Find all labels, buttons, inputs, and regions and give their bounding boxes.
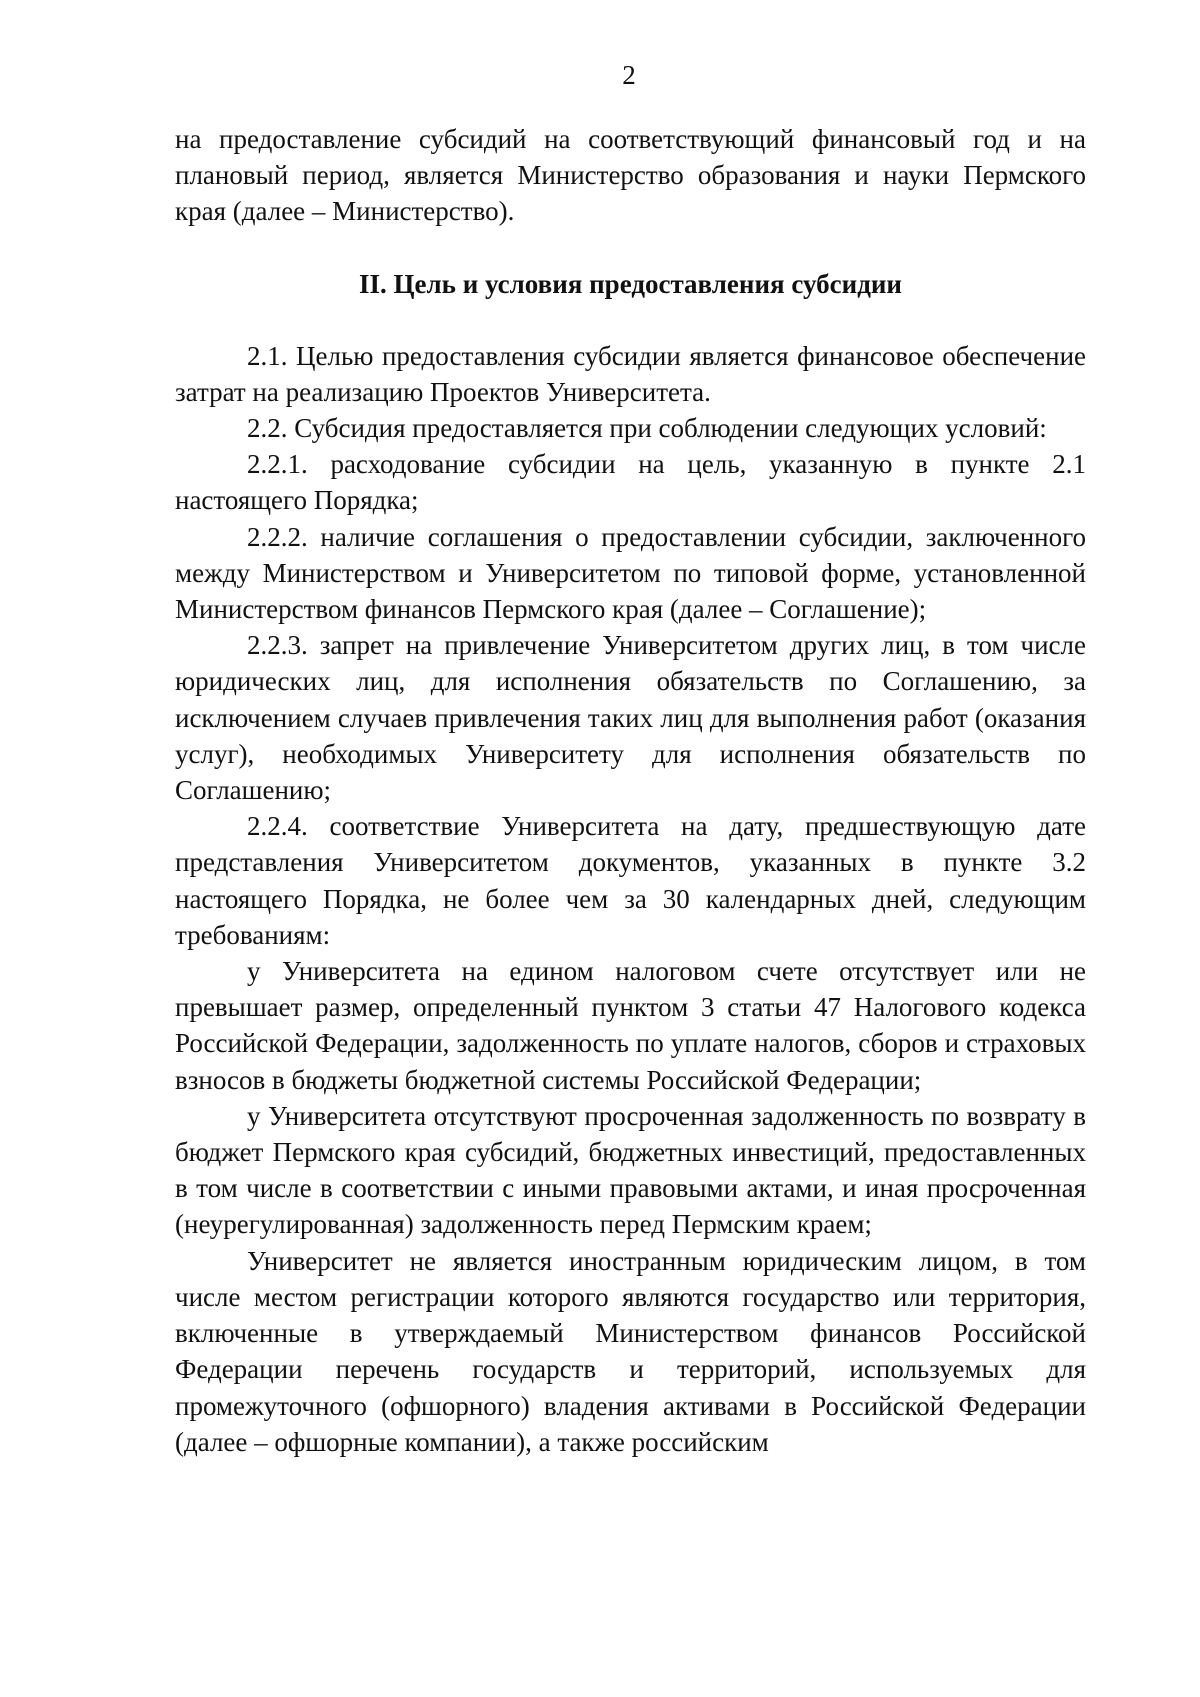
paragraph-2-2-1: 2.2.1. расходование субсидии на цель, указанную в пункте 2.1 настоящего Порядка; [175,449,1086,516]
paragraph-2-2-3: 2.2.3. запрет на привлечение Университетом других лиц, в том числе юридических лиц, для исполнения обязательств по Соглашению, за исключением случаев привлечения таких лиц для выполнения работ (оказания услуг), необходимых Университету для исполнения обязательств по Соглашению; [175,630,1086,806]
requirement-not-foreign-entity: Университет не является иностранным юридическим лицом, в том числе местом регистрации которого являются государство или территория, включенные в утверждаемый Министерством финансов Российской Федерации перечень государств и территорий, используемых для промежуточного (офшорного) владения активами в Российской Федерации (далее – офшорные компании), а также российским [175,1245,1086,1457]
requirement-tax-debt: у Университета на едином налоговом счете отсутствует или не превышает размер, определенный пунктом 3 статьи 47 Налогового кодекса Российской Федерации, задолженность по уплате налогов, сборов и страховых взносов в бюджеты бюджетной системы Российской Федерации; [175,956,1086,1095]
page-number: 2 [622,60,636,90]
section-title: II. Цель и условия предоставления субсидии [359,268,902,299]
paragraph-2-1: 2.1. Целью предоставления субсидии является финансовое обеспечение затрат на реализацию Проектов Университета. [175,340,1086,407]
requirement-overdue-debt: у Университета отсутствуют просроченная задолженность по возврату в бюджет Пермского края субсидий, бюджетных инвестиций, предоставленных в том числе в соответствии с иными правовыми актами, и иная просроченная (неурегулированная) задолженность перед Пермским краем; [175,1100,1086,1240]
paragraph-2-2: 2.2. Субсидия предоставляется при соблюдении следующих условий: [247,413,1047,444]
paragraph-2-2-2: 2.2.2. наличие соглашения о предоставлении субсидии, заключенного между Министерством и Университетом по типовой форме, установленной Министерством финансов Пермского края (далее – Соглашение); [175,521,1086,625]
document-body [175,121,1086,1460]
paragraph-2-2-4: 2.2.4. соответствие Университета на дату, предшествующую дате представления Университетом документов, указанных в пункте 3.2 настоящего Порядка, не более чем за 30 календарных дней, следующим требованиям: [175,811,1086,950]
intro-paragraph: на предоставление субсидий на соответствующий финансовый год и на плановый период, является Министерство образования и науки Пермского края (далее – Министерство). [175,124,1086,227]
